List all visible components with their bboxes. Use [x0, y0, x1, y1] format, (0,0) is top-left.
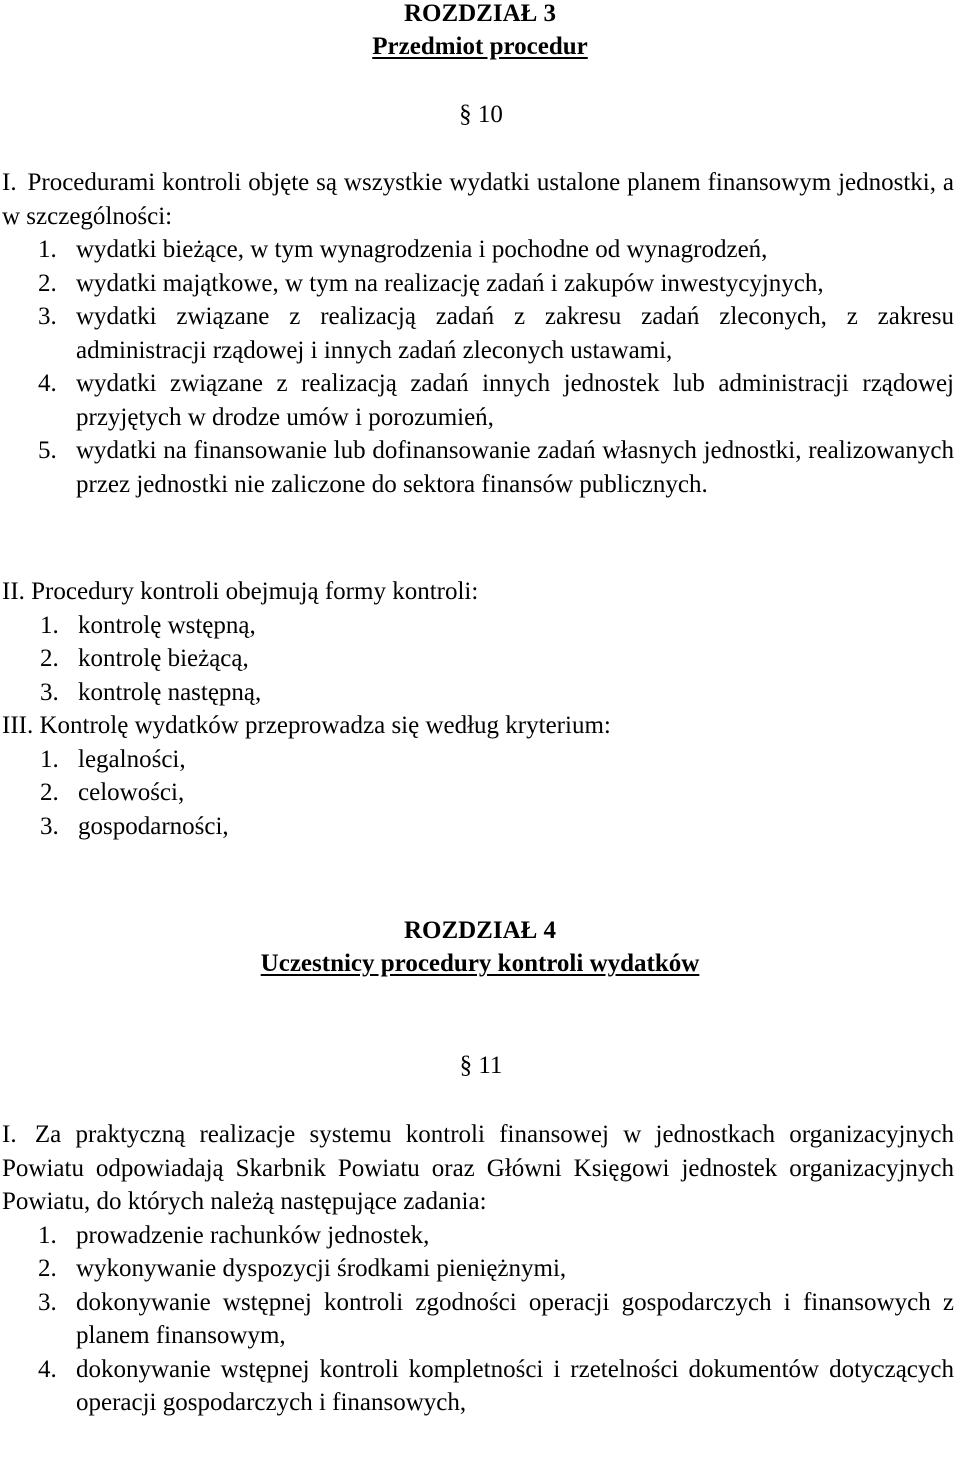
chapter-3-point-3 — [0, 709, 960, 843]
list-item: 1. wydatki bieżące, w tym wynagrodzenia i pochodne od wynagrodzeń, — [38, 236, 768, 263]
list-item: 1. kontrolę wstępną, — [40, 611, 256, 639]
point-1-list — [0, 233, 960, 501]
list-item: 3. wydatki związane z realizacją zadań z zakresu zadań zleconych, z zakresu administracji rządowej i innych zadań zleconych ustawami, — [38, 303, 954, 364]
list-item: 4. wydatki związane z realizacją zadań innych jednostek lub administracji rządowej przyjętych w drodze umów i porozumień, — [38, 370, 954, 431]
section-10-sign: § 10 — [459, 101, 503, 128]
point-2-text: Procedury kontroli obejmują formy kontroli: — [31, 578, 479, 605]
point-1-number: I. — [2, 169, 17, 196]
list-item: 1. prowadzenie rachunków jednostek, — [38, 1221, 430, 1249]
chapter-4-subtitle: Uczestnicy procedury kontroli wydatków — [260, 950, 700, 977]
list-item: 3. kontrolę następną, — [40, 678, 262, 706]
list-item: 2. wykonywanie dyspozycji środkami pieniężnymi, — [38, 1255, 567, 1282]
point-2-number: II. — [2, 578, 25, 605]
list-item: 3. gospodarności, — [40, 812, 229, 840]
point-1-number: I. — [2, 1121, 17, 1148]
list-item: 2. wydatki majątkowe, w tym na realizację zadań i zakupów inwestycyjnych, — [38, 269, 824, 297]
chapter-4-title: ROZDZIAŁ 4 — [403, 917, 557, 944]
chapter-4-point-1 — [0, 1118, 960, 1420]
list-item: 3. dokonywanie wstępnej kontroli zgodności operacji gospodarczych i finansowych z planem finansowym, — [38, 1288, 954, 1349]
list-item: 1. legalności, — [40, 745, 186, 773]
chapter-3-title: ROZDZIAŁ 3 — [403, 0, 557, 27]
list-item: 5. wydatki na finansowanie lub dofinansowanie zadań własnych jednostki, realizowanych przez jednostki nie zaliczone do sektora finansów publicznych. — [38, 437, 954, 498]
chapter-4-heading — [0, 914, 960, 980]
point-1-list — [0, 1219, 960, 1420]
list-item: 2. kontrolę bieżącą, — [40, 645, 249, 672]
point-3-text: Kontrolę wydatków przeprowadza się według kryterium: — [39, 712, 611, 739]
point-3-list — [2, 743, 960, 844]
list-item: 4. dokonywanie wstępnej kontroli kompletności i rzetelności dokumentów dotyczących operacji gospodarczych i finansowych, — [38, 1355, 954, 1416]
point-1-text: Procedurami kontroli objęte są wszystkie wydatki ustalone planem finansowym jednostki, a w szczególności: — [2, 169, 954, 230]
chapter-3-heading — [0, 0, 960, 63]
point-1-text: Za praktyczną realizacje systemu kontroli finansowej w jednostkach organizacyjnych Powiatu odpowiadają Skarbnik Powiatu oraz Główni Księgowi jednostek organizacyjnych Powiatu, do których należą następujące zadania: — [2, 1121, 954, 1215]
chapter-3-subtitle: Przedmiot procedur — [372, 33, 588, 60]
chapter-3-point-1 — [0, 166, 960, 501]
point-2-list — [2, 609, 960, 710]
section-11-sign: § 11 — [459, 1052, 503, 1079]
chapter-3-point-2 — [0, 575, 960, 709]
point-3-number: III. — [2, 712, 34, 739]
list-item: 2. celowości, — [40, 779, 185, 806]
